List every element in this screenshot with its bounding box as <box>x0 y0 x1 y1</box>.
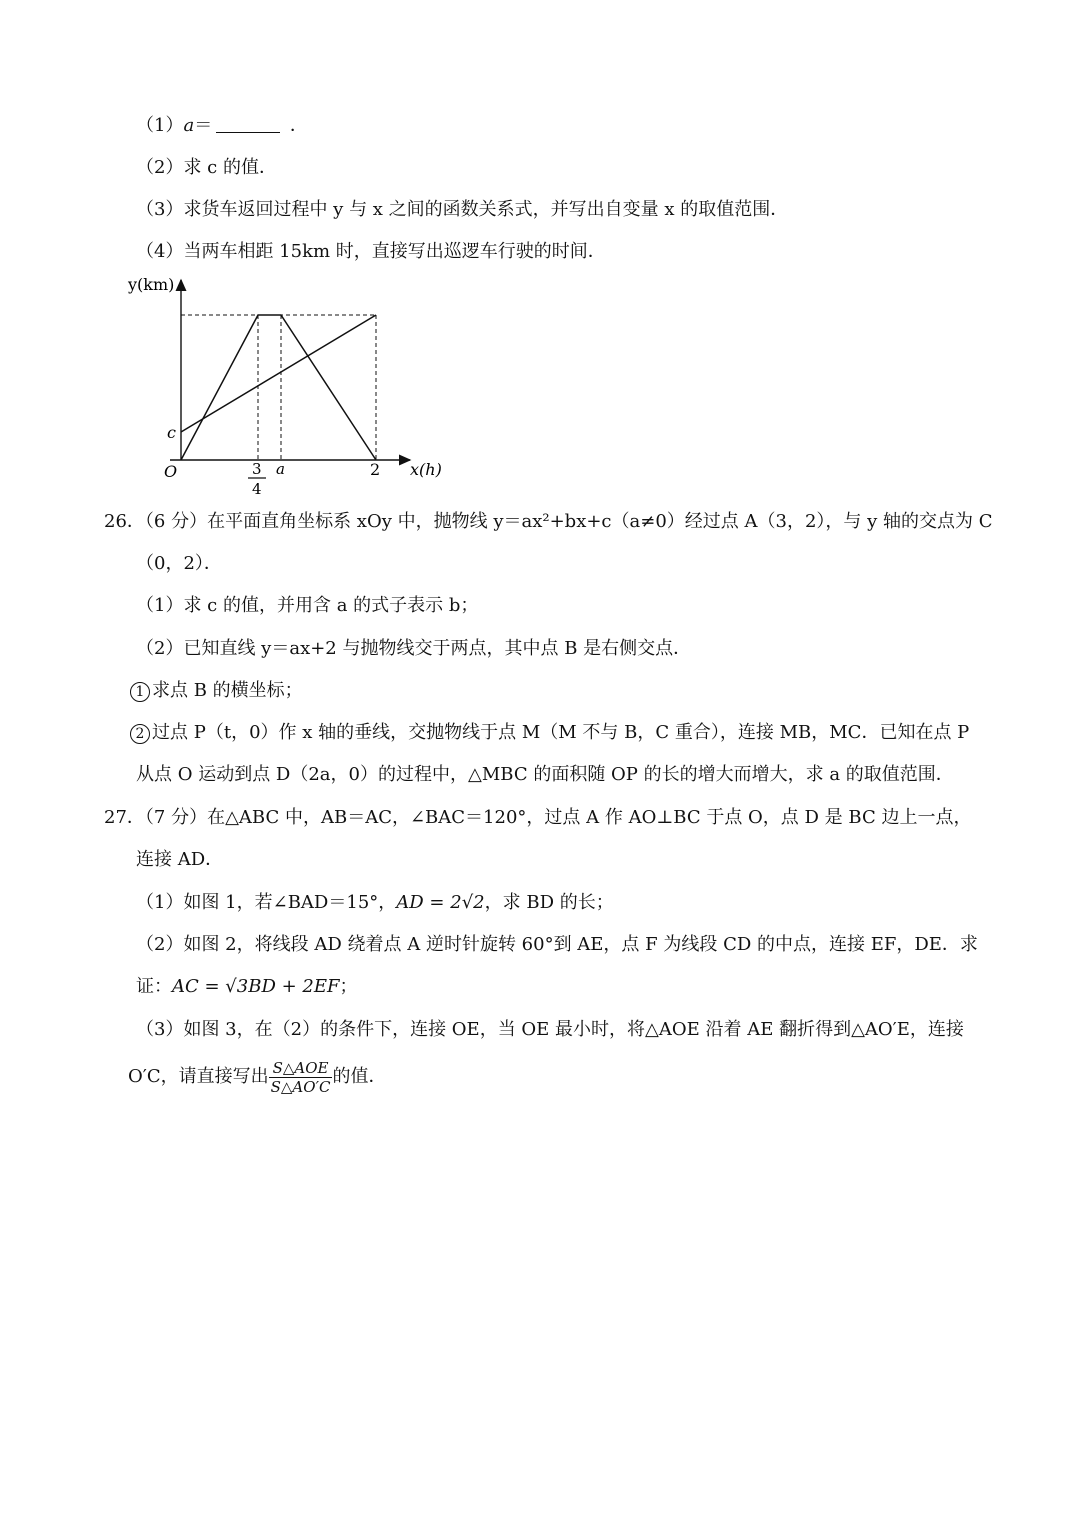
q26-line2: （0，2）． <box>136 553 222 574</box>
q27-line6: （3）如图 3，在（2）的条件下，连接 OE，当 OE 最小时，将△AOE 沿着 AE 翻折得到△AO′E，连接 <box>136 1019 964 1040</box>
q27-line1: 27．（7 分）在△ABC 中，AB＝AC，∠BAC＝120°，过点 A 作 AO⊥BC 于点 O，点 D 是 BC 边上一点， <box>104 807 972 828</box>
y-axis-label: y(km) <box>128 275 175 294</box>
math-ac: AC = √3BD + 2EF <box>172 976 340 997</box>
circled-number-2: 2 <box>130 724 150 744</box>
q25-part4: （4）当两车相距 15km 时，直接写出巡逻车行驶的时间． <box>136 241 606 262</box>
answer-blank <box>216 114 280 133</box>
circled-number-1: 1 <box>130 682 150 702</box>
q26-line3: （1）求 c 的值，并用含 a 的式子表示 b； <box>136 595 479 616</box>
two-tick-label: 2 <box>370 460 381 479</box>
frac-num-label: 3 <box>252 460 262 478</box>
frac-den-label: 4 <box>252 480 262 498</box>
q26-line7: 从点 O 运动到点 D（2a，0）的过程中，△MBC 的面积随 OP 的长的增大而增大，求 a 的取值范围． <box>136 764 954 785</box>
x-axis-label: x(h) <box>410 460 442 479</box>
q26-line5: 1 求点 B 的横坐标； <box>130 679 303 703</box>
math-ad: AD = 2√2 <box>396 892 485 913</box>
a-tick-label: a <box>276 460 285 478</box>
distance-time-graph <box>120 272 450 502</box>
q25-part1: （1）a＝ ． <box>136 115 308 136</box>
q25-part2: （2）求 c 的值． <box>136 157 277 178</box>
area-ratio-fraction: $\frac{\text{S△AOE}}{S\triangle AO'C}$ <box>270 1058 331 1096</box>
q27-line5: 证：AC = √3BD + 2EF； <box>136 976 358 997</box>
q25-part3: （3）求货车返回过程中 y 与 x 之间的函数关系式，并写出自变量 x 的取值范围． <box>136 199 789 220</box>
origin-label: O <box>164 462 178 481</box>
q27-line3: （1）如图 1，若∠BAD＝15°，AD = 2√2，求 BD 的长； <box>136 892 614 913</box>
q27-line4: （2）如图 2，将线段 AD 绕着点 A 逆时针旋转 60°到 AE，点 F 为线段 CD 的中点，连接 EF，DE．求 <box>136 934 978 955</box>
q27-line2: 连接 AD． <box>136 849 224 870</box>
q26-line4: （2）已知直线 y＝ax+2 与抛物线交于两点，其中点 B 是右侧交点． <box>136 638 692 659</box>
q26-line1: 26．（6 分）在平面直角坐标系 xOy 中，抛物线 y＝ax²+bx+c（a≠0）经过点 A（3，2），与 y 轴的交点为 C <box>104 511 993 532</box>
truck-series <box>181 315 376 460</box>
q26-line6: 2 过点 P（t，0）作 x 轴的垂线，交抛物线于点 M（M 不与 B，C 重合），连接 MB，MC．已知在点 P <box>130 721 969 745</box>
c-label: c <box>167 423 176 442</box>
q27-line7: O′C，请直接写出 $\frac{\text{S△AOE}}{S\triangle AO'C}$ 的值． <box>128 1058 387 1096</box>
